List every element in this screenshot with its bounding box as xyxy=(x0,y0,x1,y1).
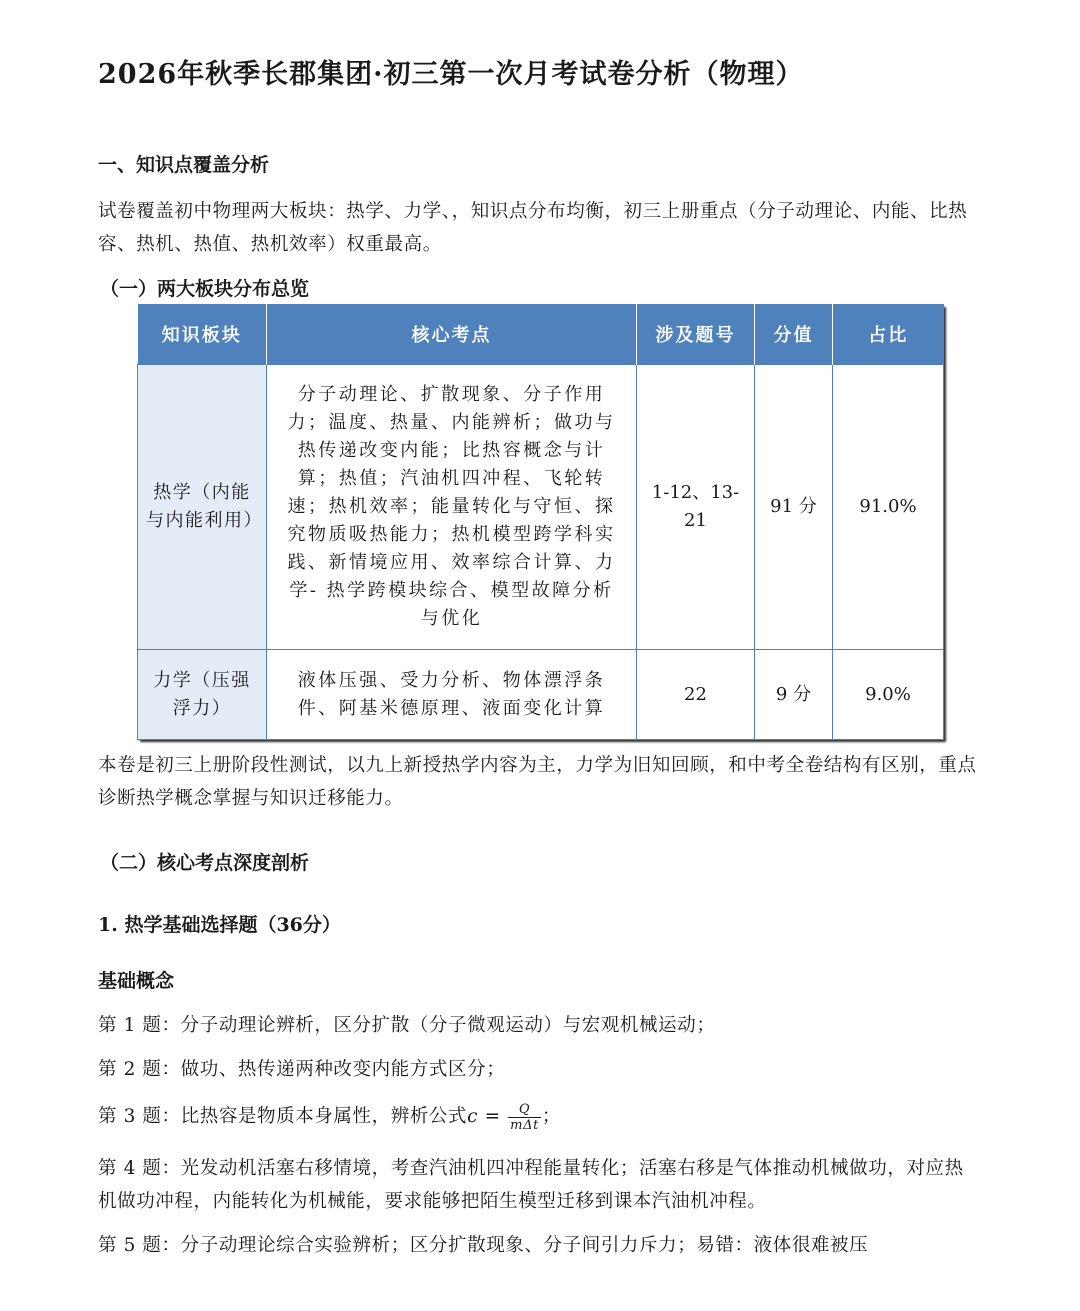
formula-variable: c xyxy=(467,1106,479,1127)
formula-numerator: Q xyxy=(508,1102,541,1118)
question-item: 第 1 题：分子动理论辨析，区分扩散（分子微观运动）与宏观机械运动； xyxy=(98,1015,716,1036)
question-item: 第 4 题：光发动机活塞右移情境，考查汽油机四冲程能量转化；活塞右移是气体推动机械做功，对应热机做功冲程，内能转化为机械能，要求能够把陌生模型迁移到课本汽油机冲程。 xyxy=(98,1158,964,1212)
question-item: 第 5 题：分子动理论综合实验辨析；区分扩散现象、分子间引力斥力；易错：液体很难被压 xyxy=(98,1235,869,1256)
block-cell: 力学（压强浮力） xyxy=(138,650,267,740)
subheading-distribution-overview: （一）两大板块分布总览 xyxy=(100,278,310,300)
score-cell: 9 分 xyxy=(755,650,833,740)
key-points-cell: 液体压强、受力分析、物体漂浮条件、阿基米德原理、液面变化计算 xyxy=(267,650,637,740)
table-header-row xyxy=(138,304,944,365)
question-item-formula xyxy=(98,1100,978,1133)
question-item: 第 2 题：做功、热传递两种改变内能方式区分； xyxy=(98,1059,506,1080)
formula-denominator: mΔt xyxy=(510,1117,539,1133)
block-cell: 热学（内能与内能利用） xyxy=(138,365,267,650)
note-paragraph: 本卷是初三上册阶段性测试，以九上新授热学内容为主，力学为旧知回顾，和中考全卷结构有区别，重点诊断热学概念掌握与知识迁移能力。 xyxy=(98,755,977,809)
part-heading-thermal-basics: 1. 热学基础选择题（36分） xyxy=(98,914,341,936)
questions-cell: 1-12、13-21 xyxy=(637,365,755,650)
table-header-cell: 核心考点 xyxy=(267,304,637,365)
question-suffix: ； xyxy=(541,1106,562,1127)
ratio-cell: 9.0% xyxy=(833,650,944,740)
formula-equals: = xyxy=(478,1106,508,1127)
table-row xyxy=(138,365,944,650)
table-header-cell: 分值 xyxy=(755,304,833,365)
distribution-table-container xyxy=(137,304,943,739)
table-row xyxy=(138,650,944,740)
table-header-cell: 知识板块 xyxy=(138,304,267,365)
table-header-cell: 占比 xyxy=(833,304,944,365)
intro-paragraph: 试卷覆盖初中物理两大板块：热学、力学、，知识点分布均衡，初三上册重点（分子动理论、内能、比热容、热机、热值、热机效率）权重最高。 xyxy=(98,201,968,255)
subheading-core-analysis: （二）核心考点深度剖析 xyxy=(100,852,310,874)
page-title: 2026年秋季长郡集团·初三第一次月考试卷分析（物理） xyxy=(98,59,804,90)
table-header-cell: 涉及题号 xyxy=(637,304,755,365)
questions-cell: 22 xyxy=(637,650,755,740)
ratio-cell: 91.0% xyxy=(833,365,944,650)
question-text: 第 3 题：比热容是物质本身属性，辨析公式 xyxy=(98,1106,468,1127)
distribution-table xyxy=(137,304,944,740)
basic-concepts-heading: 基础概念 xyxy=(98,970,175,992)
section-heading-knowledge-coverage: 一、知识点覆盖分析 xyxy=(98,154,270,176)
score-cell: 91 分 xyxy=(755,365,833,650)
key-points-cell: 分子动理论、扩散现象、分子作用力；温度、热量、内能辨析；做功与热传递改变内能；比热容概念与计算；热值；汽油机四冲程、飞轮转速；热机效率；能量转化与守恒、探究物质吸热能力；热机模型跨学科实践、新情境应用、效率综合计算、力学- 热学跨模块综合、模型故障分析与优化 xyxy=(267,365,637,650)
formula-fraction xyxy=(508,1102,541,1133)
